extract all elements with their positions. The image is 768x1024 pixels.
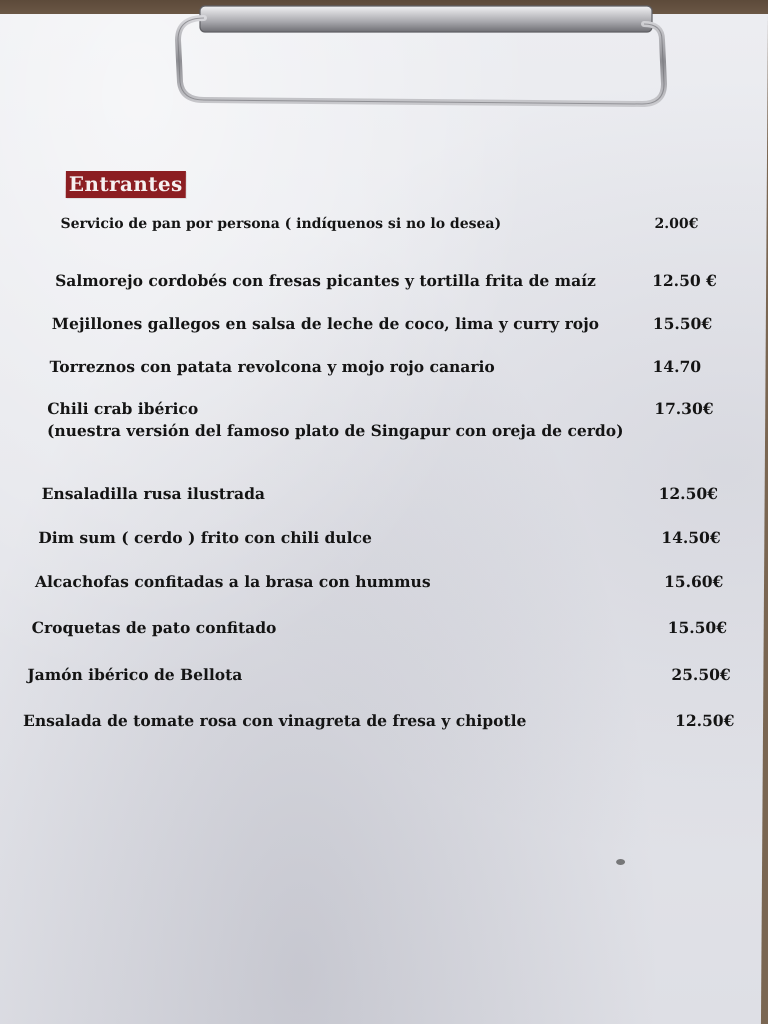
item-name: Salmorejo cordobés con fresas picantes y tortilla frita de maíz [55,271,596,290]
section-title: Entrantes [66,171,186,198]
item-price: 12.50€ [675,711,735,730]
item-name: Torreznos con patata revolcona y mojo rojo canario [49,357,495,376]
item-price: 25.50€ [671,665,731,684]
clipboard-clip-icon [172,0,672,112]
item-price: 17.30€ [654,399,714,418]
item-price: 2.00€ [654,216,699,232]
item-price: 12.50€ [658,484,719,503]
item-name: Chili crab ibérico [47,399,199,418]
item-price: 15.50€ [667,618,728,637]
item-name: Dim sum ( cerdo ) frito con chili dulce [38,528,372,547]
item-name: Ensalada de tomate rosa con vinagreta de fresa y chipotle [23,711,527,730]
item-name: Alcachofas confitadas a la brasa con hummus [34,572,431,591]
item-price: 14.70 [652,357,702,376]
paper-speck [616,859,625,865]
item-name: Servicio de pan por persona ( indíquenos si no lo desea) [60,216,502,232]
item-price: 15.60€ [663,572,724,591]
item-name: Jamón ibérico de Bellota [27,665,243,684]
item-price: 14.50€ [661,528,721,547]
item-name: Ensaladilla rusa ilustrada [41,484,266,503]
item-name: Croquetas de pato confitado [31,618,277,637]
item-note: (nuestra versión del famoso plato de Singapur con oreja de cerdo) [47,421,624,440]
item-price: 12.50 € [652,271,717,290]
item-price: 15.50€ [652,314,713,333]
menu-sheet [0,14,768,1024]
item-name: Mejillones gallegos en salsa de leche de coco, lima y curry rojo [51,314,600,333]
